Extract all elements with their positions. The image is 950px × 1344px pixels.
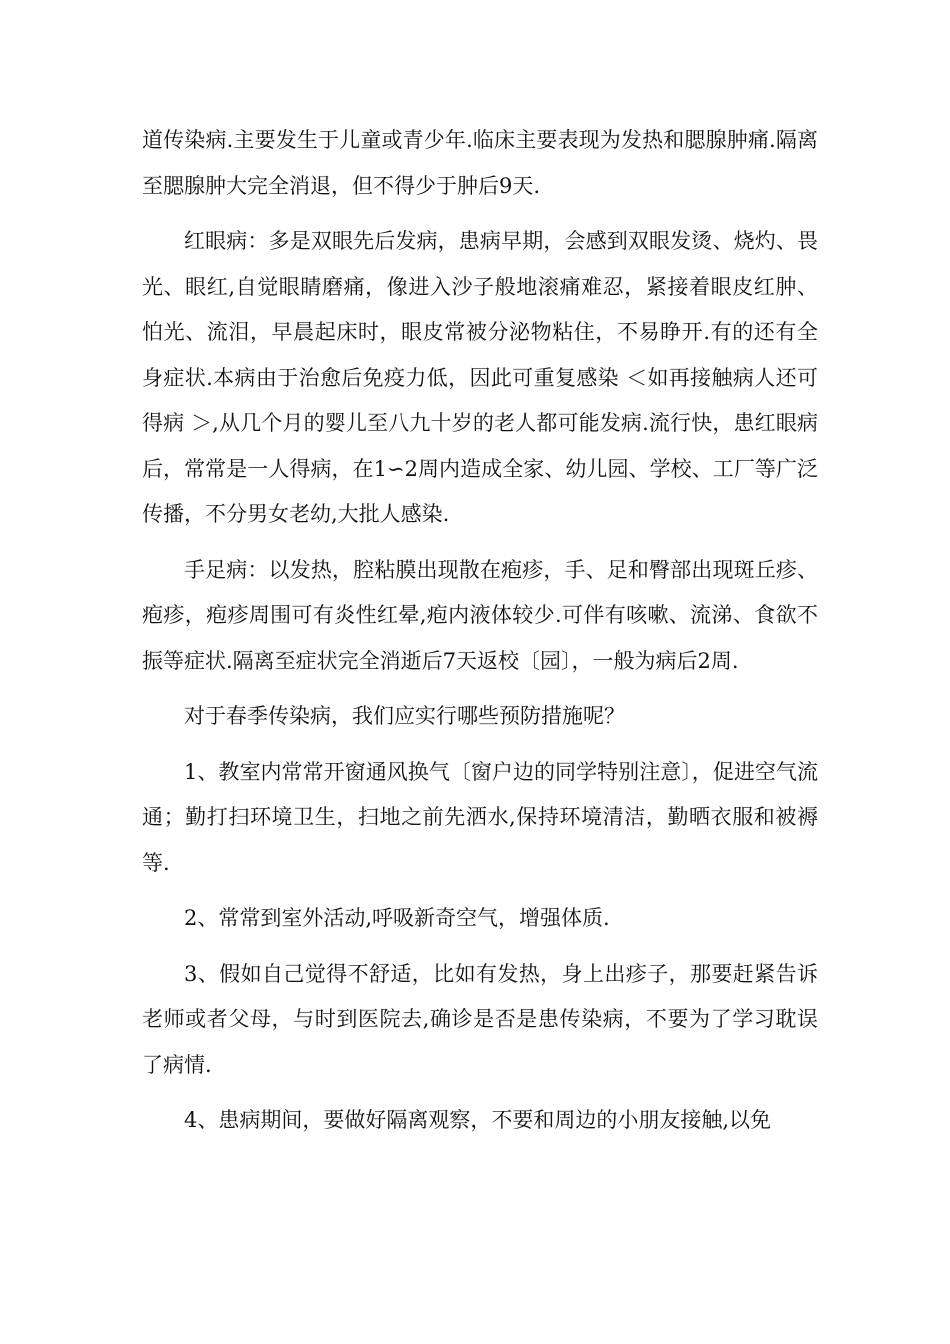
paragraph-pink-eye: 红眼病：多是双眼先后发病，患病早期，会感到双眼发烫、烧灼、畏光、眼红,自觉眼睛磨痛，像进入沙子般地滚痛难忍，紧接着眼皮红肿、怕光、流泪，早晨起床时，眼皮常被分泌物粘住，不易睁开.有的还有全身症状.本病由于治愈后免疫力低，因此可重复感染 ＜如再接触病人还可得病 ＞,从几个月的婴儿至八九十岁的老人都可能发病.流行快，患红眼病后，常常是一人得病，在1∽2周内造成全家、幼儿园、学校、工厂等广泛传播，不分男女老幼,大批人感染. bbox=[142, 229, 818, 526]
paragraph-hand-foot: 手足病：以发热，腔粘膜出现散在疱疹，手、足和臀部出现斑丘疹、疱疹，疱疹周围可有炎性红晕,疱内液体较少.可伴有咳嗽、流涕、食欲不振等症状.隔离至症状完全消逝后7天返校〔园〕，一般为病后2周. bbox=[142, 557, 818, 673]
paragraph-prevention-item-4: 4、患病期间，要做好隔离观察，不要和周边的小朋友接触,以免 bbox=[184, 1108, 772, 1132]
paragraph-prevention-item-1: 1、教室内常常开窗通风换气〔窗户边的同学特别注意〕，促进空气流通；勤打扫环境卫生，扫地之前先洒水,保持环境清洁，勤晒衣服和被褥等. bbox=[142, 759, 818, 875]
paragraph-prevention-item-2: 2、常常到室外活动,呼吸新奇空气，增强体质. bbox=[184, 906, 610, 930]
document-body bbox=[142, 118, 818, 1154]
paragraph-prevention-item-3: 3、假如自己觉得不舒适，比如有发热，身上出疹子，那要赶紧告诉老师或者父母，与时到医院去,确诊是否是患传染病，不要为了学习耽误了病情. bbox=[142, 961, 818, 1077]
paragraph-mumps-continuation: 道传染病.主要发生于儿童或青少年.临床主要表现为发热和腮腺肿痛.隔离至腮腺肿大完全消退，但不得少于肿后9天. bbox=[142, 128, 818, 198]
paragraph-prevention-intro: 对于春季传染病，我们应实行哪些预防措施呢？ bbox=[184, 704, 625, 728]
